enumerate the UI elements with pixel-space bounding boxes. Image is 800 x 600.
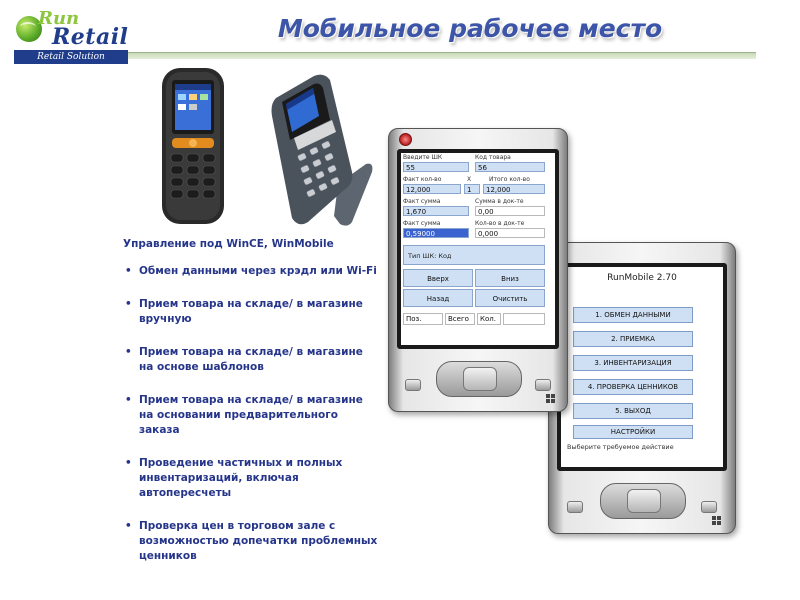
pda-bezel	[557, 263, 727, 471]
title-divider	[128, 52, 756, 59]
hardware-button-left[interactable]	[567, 501, 583, 513]
dpad-icon[interactable]	[627, 489, 661, 513]
doc-qty-field: 0,000	[475, 228, 545, 238]
pda-form-device	[388, 128, 568, 412]
feature-item: • Обмен данными через крэдл или Wi-Fi	[123, 264, 378, 279]
down-button[interactable]: Вниз	[475, 269, 545, 287]
entry-form	[401, 153, 555, 345]
pda-form-screen	[401, 153, 555, 345]
total-qty-input[interactable]: 12,000	[483, 184, 545, 194]
position-field: Поз.	[403, 313, 443, 325]
clear-button[interactable]: Очистить	[475, 289, 545, 307]
feature-list	[123, 237, 378, 582]
pda-menu-device	[548, 242, 736, 534]
menu-item-price-check[interactable]: 4. ПРОВЕРКА ЦЕННИКОВ	[573, 379, 693, 395]
feature-item: • Прием товара на складе/ в магазине на основе шаблонов	[123, 345, 378, 375]
actual-sum-input[interactable]: 1,670	[403, 206, 469, 216]
menu-item-settings[interactable]: НАСТРОЙКИ	[573, 425, 693, 439]
label-doc-sum: Сумма в док-те	[475, 198, 524, 205]
logo-word-run: Run	[38, 8, 80, 29]
page-title: Мобильное рабочее место	[277, 14, 663, 43]
qty-field: Кол.	[477, 313, 501, 325]
pda-bezel	[397, 149, 559, 349]
pda-menu-screen	[561, 267, 723, 467]
menu-item-exchange[interactable]: 1. ОБМЕН ДАННЫМИ	[573, 307, 693, 323]
label-doc-qty: Кол-во в док-те	[475, 220, 525, 227]
menu-hint: Выберите требуемое действие	[567, 443, 674, 451]
power-button-icon[interactable]	[399, 133, 412, 146]
multiplier-input[interactable]: 1	[464, 184, 480, 194]
feature-item: • Прием товара на складе/ в магазине вручную	[123, 297, 378, 327]
label-barcode: Введите ШК	[403, 154, 443, 161]
app-title: RunMobile 2.70	[607, 273, 677, 283]
logo-tagline: Retail Solution	[14, 50, 128, 64]
feature-item: • Проведение частичных и полных инвентаризаций, включая автопересчеты	[123, 456, 378, 501]
handheld-terminal-image	[158, 66, 228, 226]
logo	[14, 6, 130, 64]
navigation-pad[interactable]	[436, 361, 522, 397]
item-code-input[interactable]: 56	[475, 162, 545, 172]
navigation-pad[interactable]	[600, 483, 686, 519]
up-button[interactable]: Вверх	[403, 269, 473, 287]
label-total-qty: Итого кол-во	[489, 176, 530, 183]
doc-sum-field: 0,00	[475, 206, 545, 216]
barcode-type-field[interactable]: Тип ШК: Код	[403, 245, 545, 265]
label-item-code: Код товара	[475, 154, 511, 161]
gun-grip-terminal-image	[268, 72, 378, 230]
back-button[interactable]: Назад	[403, 289, 473, 307]
dpad-icon[interactable]	[463, 367, 497, 391]
menu-item-receiving[interactable]: 2. ПРИЕМКА	[573, 331, 693, 347]
hardware-button-right[interactable]	[535, 379, 551, 391]
feature-list-heading: Управление под WinCE, WinMobile	[123, 238, 334, 250]
label-actual-sum-2: Факт сумма	[403, 220, 441, 227]
hardware-button-right[interactable]	[701, 501, 717, 513]
menu-item-inventory[interactable]: 3. ИНВЕНТАРИЗАЦИЯ	[573, 355, 693, 371]
label-multiply: Х	[467, 176, 472, 183]
menu-item-exit[interactable]: 5. ВЫХОД	[573, 403, 693, 419]
label-actual-sum: Факт сумма	[403, 198, 441, 205]
hardware-button-left[interactable]	[405, 379, 421, 391]
feature-item: • Прием товара на складе/ в магазине на основании предварительного заказа	[123, 393, 378, 438]
windows-logo-icon	[546, 394, 555, 403]
total-field: Всего	[445, 313, 475, 325]
actual-qty-input[interactable]: 12,000	[403, 184, 461, 194]
actual-sum-input-selected[interactable]: 0,59000	[403, 228, 469, 238]
feature-item: • Проверка цен в торговом зале с возможностью допечатки проблемных ценников	[123, 519, 378, 564]
label-actual-qty: Факт кол-во	[403, 176, 442, 183]
logo-word-retail: Retail	[52, 24, 129, 50]
windows-logo-icon	[712, 516, 721, 525]
status-field	[503, 313, 545, 325]
barcode-input[interactable]: 55	[403, 162, 469, 172]
